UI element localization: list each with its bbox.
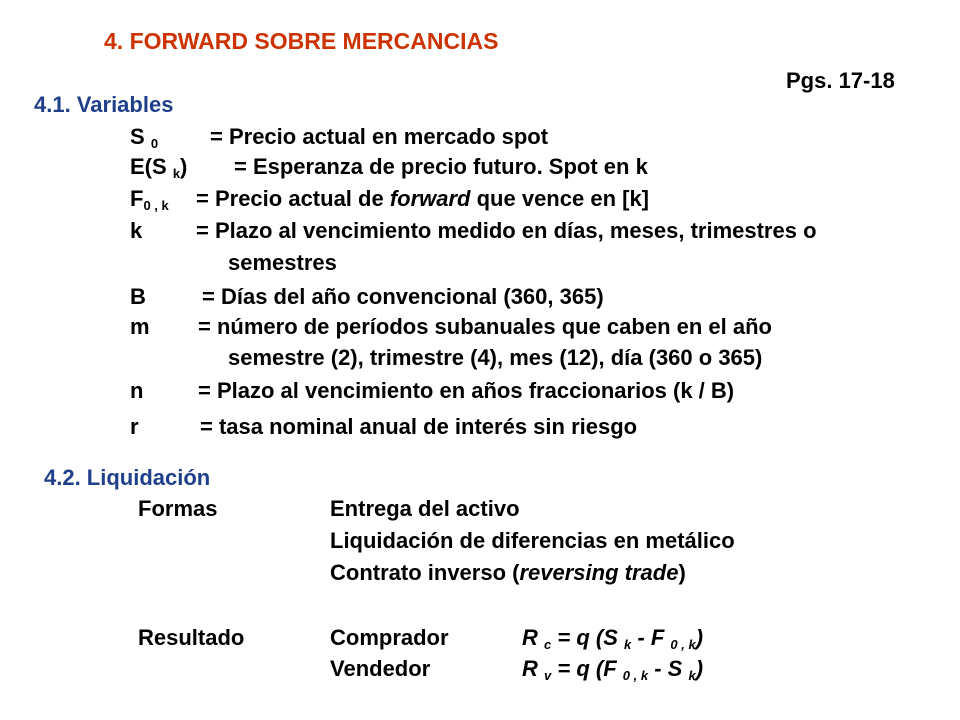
page-reference: Pgs. 17-18 — [786, 68, 895, 93]
var-s0-definition: = Precio actual en mercado spot — [210, 124, 549, 149]
section-liquidacion-heading: 4.2. Liquidación — [44, 465, 211, 490]
formas-item: Liquidación de diferencias en metálico — [330, 528, 735, 553]
var-f0k-symbol: $F_{0 , k}$ — [130, 186, 169, 213]
formas-item-contrato: Contrato inverso (reversing trade) — [330, 560, 686, 585]
var-m-definition-cont: semestre (2), trimestre (4), mes (12), día (360 o 365) — [228, 345, 763, 370]
formas-item: Entrega del activo — [330, 496, 520, 521]
var-m-definition: = número de períodos subanuales que caben en el año — [198, 314, 772, 339]
comprador-label: Comprador — [330, 625, 449, 650]
comprador-formula: R $_c$ = q (S $_k$ - F $_{0 , k}$) — [522, 625, 704, 652]
vendedor-formula: R $_v$ = q (F $_{0 , k}$ - S $_k$) — [522, 656, 704, 683]
var-m-symbol: m — [130, 314, 150, 339]
var-n-symbol: n — [130, 378, 144, 403]
var-n-definition: = Plazo al vencimiento en años fraccionarios (k / B) — [198, 378, 735, 403]
formas-label: Formas — [138, 496, 218, 521]
var-k-definition-cont: semestres — [228, 250, 337, 275]
var-s0-symbol: S $_0$ — [130, 124, 159, 151]
vendedor-label: Vendedor — [330, 656, 431, 681]
var-k-definition: = Plazo al vencimiento medido en días, meses, trimestres o — [196, 218, 817, 243]
var-esk-symbol: E(S $_k$) — [130, 154, 188, 181]
var-b-symbol: B — [130, 284, 146, 309]
var-r-definition: = tasa nominal anual de interés sin riesgo — [200, 414, 638, 439]
var-esk-definition: = Esperanza de precio futuro. Spot en k — [234, 154, 648, 179]
resultado-label: Resultado — [138, 625, 245, 650]
section-variables-heading: 4.1. Variables — [34, 92, 174, 117]
var-k-symbol: k — [130, 218, 143, 243]
page-title: 4. FORWARD SOBRE MERCANCIAS — [104, 28, 499, 54]
var-f0k-definition: = Precio actual de forward que vence en [k] — [196, 186, 650, 211]
var-b-definition: = Días del año convencional (360, 365) — [202, 284, 604, 309]
var-r-symbol: r — [130, 414, 139, 439]
